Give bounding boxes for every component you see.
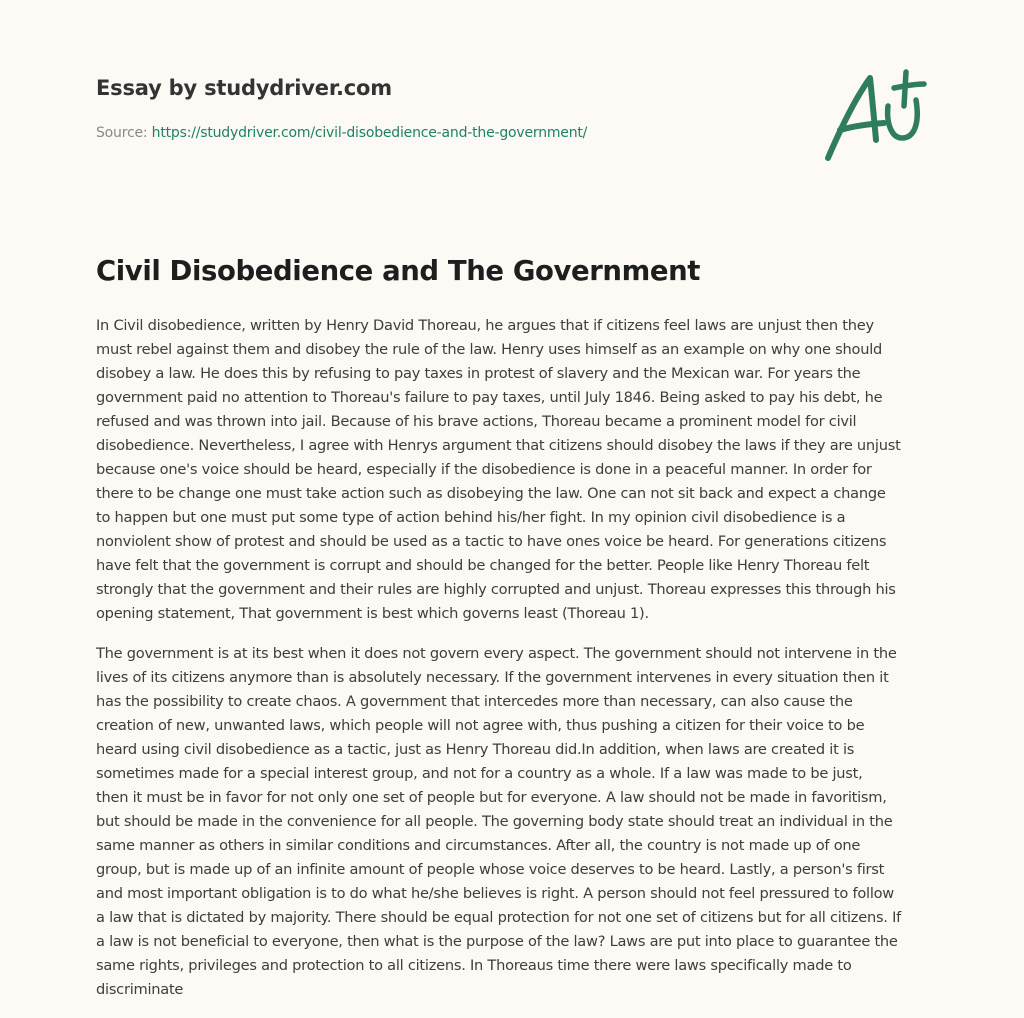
text-line: sometimes made for a special interest group, and not for a country as a whole. If a law was made to be just, <box>96 765 863 782</box>
text-line: group, but is made up of an infinite amount of people whose voice deserves to be heard. Lastly, a person's first <box>96 861 885 878</box>
text-line: nonviolent show of protest and should be used as a tactic to have ones voice be heard. For generations citizens <box>96 533 887 550</box>
text-line: disobey a law. He does this by refusing to pay taxes in protest of slavery and the Mexican war. For years the <box>96 365 861 382</box>
source-label: Source: <box>96 125 148 141</box>
text-line: must rebel against them and disobey the rule of the law. Henry uses himself as an example on why one should <box>96 341 883 358</box>
text-line: refused and was thrown into jail. Because of his brave actions, Thoreau became a prominent model for civil <box>96 413 857 430</box>
essay-body <box>96 314 956 1018</box>
text-line: The government is at its best when it does not govern every aspect. The government should not intervene in the <box>96 645 897 662</box>
text-line: to happen but one must put some type of action behind his/her fight. In my opinion civil disobedience is a <box>96 509 846 526</box>
paragraph-2 <box>96 642 956 1002</box>
text-line: same manner as others in similar conditions and circumstances. After all, the country is not made up of one <box>96 837 861 854</box>
source-line <box>96 125 587 141</box>
text-line: strongly that the government and their rules are highly corrupted and unjust. Thoreau expresses this through his <box>96 581 896 598</box>
text-line: have felt that the government is corrupt and should be changed for the better. People like Henry Thoreau felt <box>96 557 870 574</box>
text-line: has the possibility to create chaos. A government that intercedes more than necessary, can also cause the <box>96 693 853 710</box>
brand-title: Essay by studydriver.com <box>96 76 392 100</box>
text-line: disobedience. Nevertheless, I agree with Henrys argument that citizens should disobey the laws if they are unjust <box>96 437 901 454</box>
text-line: discriminate <box>96 981 184 998</box>
text-line: a law that is dictated by majority. There should be equal protection for not one set of citizens but for all citizens. If <box>96 909 902 926</box>
text-line: In Civil disobedience, written by Henry David Thoreau, he argues that if citizens feel laws are unjust then they <box>96 317 874 334</box>
text-line: heard using civil disobedience as a tactic, just as Henry Thoreau did.In addition, when laws are created it is <box>96 741 855 758</box>
text-line: lives of its citizens anymore than is absolutely necessary. If the government intervenes in every situation then it <box>96 669 889 686</box>
text-line: same rights, privileges and protection to all citizens. In Thoreaus time there were laws specifically made to <box>96 957 852 974</box>
text-line: there to be change one must take action such as disobeying the law. One can not sit back and expect a change <box>96 485 886 502</box>
paragraph-1 <box>96 314 956 626</box>
source-link[interactable]: https://studydriver.com/civil-disobedience-and-the-government/ <box>151 125 588 141</box>
text-line: because one's voice should be heard, especially if the disobedience is done in a peaceful manner. In order for <box>96 461 872 478</box>
essay-header <box>96 76 696 141</box>
text-line: opening statement, That government is best which governs least (Thoreau 1). <box>96 605 649 622</box>
text-line: a law is not beneficial to everyone, then what is the purpose of the law? Laws are put into place to guarantee the <box>96 933 898 950</box>
text-line: then it must be in favor for not only one set of people but for everyone. A law should not be made in favoritism, <box>96 789 887 806</box>
text-line: but should be made in the convenience for all people. The governing body state should treat an individual in the <box>96 813 893 830</box>
essay-title: Civil Disobedience and The Government <box>96 255 701 287</box>
a-plus-grade-icon <box>818 66 930 166</box>
text-line: government paid no attention to Thoreau's failure to pay taxes, until July 1846. Being asked to pay his debt, he <box>96 389 883 406</box>
text-line: creation of new, unwanted laws, which people will not agree with, thus pushing a citizen for their voice to be <box>96 717 865 734</box>
text-line: and most important obligation is to do what he/she believes is right. A person should not feel pressured to follow <box>96 885 894 902</box>
